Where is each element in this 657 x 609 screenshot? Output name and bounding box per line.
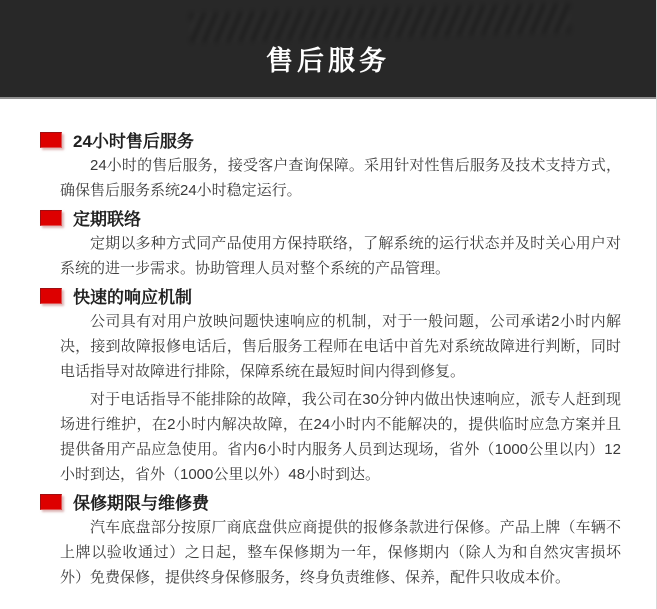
section-paragraph: 定期以多种方式同产品使用方保持联络，了解系统的运行状态并及时关心用户对系统的进一步需求。协助管理人员对整个系统的产品管理。 <box>60 235 621 277</box>
title-banner <box>0 0 656 99</box>
section-paragraph: 公司具有对用户放映问题快速响应的机制，对于一般问题，公司承诺2小时内解决，接到故障报修电话后，售后服务工程师在电话中首先对系统故障进行判断，同时电话指导对故障进行排除，保障系统在最短时间内得到修复。 <box>60 313 621 380</box>
section-heading: 保修期限与维修费 <box>73 494 209 513</box>
watermark-smudge <box>190 3 571 43</box>
section-heading: 24小时售后服务 <box>73 132 194 151</box>
section-24h-service <box>40 127 621 203</box>
red-square-bullet-icon <box>40 288 62 304</box>
section-regular-contact <box>40 205 621 281</box>
red-square-bullet-icon <box>40 494 62 510</box>
section-heading-row <box>40 127 621 152</box>
section-paragraph: 汽车底盘部分按原厂商底盘供应商提供的报修条款进行保修。产品上牌（车辆不上牌以验收通过）之日起，整车保修期为一年，保修期内（除人为和自然灾害损坏外）免费保修，提供终身保修服务，终身负责维修、保养，配件只收成本价。 <box>60 519 621 586</box>
section-warranty-terms <box>40 489 621 590</box>
page-title: 售后服务 <box>266 46 390 76</box>
red-square-bullet-icon <box>40 210 62 226</box>
section-heading: 定期联络 <box>73 210 141 229</box>
section-rapid-response <box>40 283 621 487</box>
section-paragraph: 对于电话指导不能排除的故障，我公司在30分钟内做出快速响应，派专人赶到现场进行维护，在2小时内解决故障，在24小时内不能解决的，提供临时应急方案并且提供备用产品应急使用。省内6小时内服务人员到达现场，省外（1000公里以内）12小时到达，省外（1000公里以外）48小时到达。 <box>60 391 621 483</box>
section-heading-row <box>40 489 621 514</box>
content-area <box>0 99 656 590</box>
section-heading-row <box>40 283 621 308</box>
section-heading-row <box>40 205 621 230</box>
section-heading: 快速的响应机制 <box>73 288 192 307</box>
section-paragraph: 24小时的售后服务，接受客户查询保障。采用针对性售后服务及技术支持方式，确保售后服务系统24小时稳定运行。 <box>60 157 621 199</box>
red-square-bullet-icon <box>40 132 62 148</box>
